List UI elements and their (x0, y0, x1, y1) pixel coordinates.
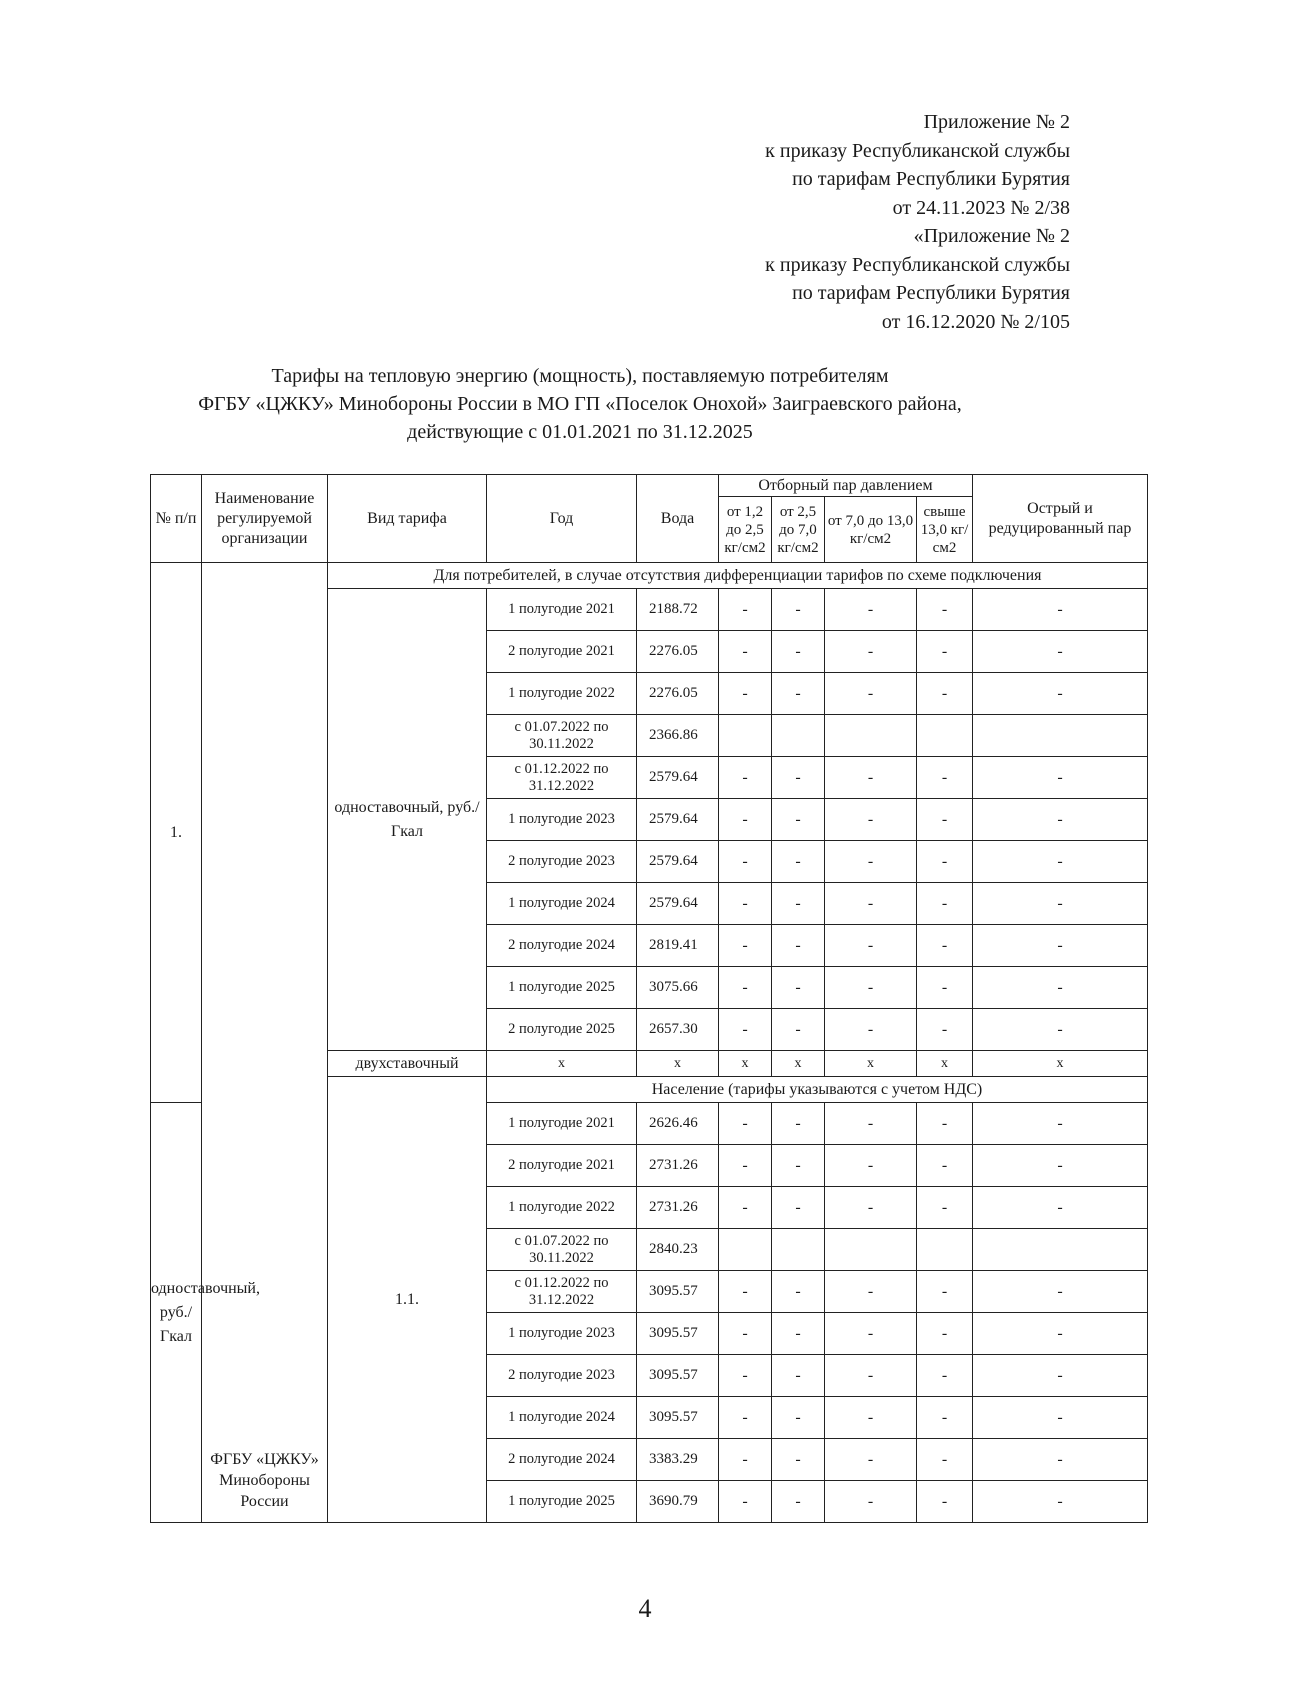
steam-4-value: - (917, 1103, 973, 1145)
steam-1-value: - (719, 1313, 772, 1355)
period-cell: 1 полугодие 2022 (487, 1187, 637, 1229)
period-cell: 1 полугодие 2021 (487, 1103, 637, 1145)
water-value: 2276.05 (637, 673, 719, 715)
sharp-steam-value: - (973, 1009, 1148, 1051)
water-value: 2840.23 (637, 1229, 719, 1271)
steam-2-value: - (772, 1439, 825, 1481)
water-value: 2188.72 (637, 589, 719, 631)
period-cell: 1 полугодие 2024 (487, 883, 637, 925)
steam-4-value: - (917, 1355, 973, 1397)
period-cell: 1 полугодие 2025 (487, 1481, 637, 1523)
sharp-steam-value: - (973, 1355, 1148, 1397)
steam-1-value: - (719, 1009, 772, 1051)
water-value: 3075.66 (637, 967, 719, 1009)
steam-1-value: x (719, 1051, 772, 1077)
water-value: 2579.64 (637, 841, 719, 883)
sharp-steam-value: - (973, 841, 1148, 883)
period-cell: 1 полугодие 2025 (487, 967, 637, 1009)
steam-3-value (825, 1229, 917, 1271)
steam-4-value: - (917, 1481, 973, 1523)
steam-4-value: - (917, 673, 973, 715)
steam-2-value: - (772, 589, 825, 631)
steam-2-value: - (772, 1145, 825, 1187)
header-steam-1: от 1,2 до 2,5 кг/см2 (719, 497, 772, 563)
steam-2-value: - (772, 1009, 825, 1051)
period-cell: 2 полугодие 2023 (487, 841, 637, 883)
steam-4-value: - (917, 757, 973, 799)
table-row (151, 563, 1148, 589)
water-value: 3095.57 (637, 1397, 719, 1439)
steam-2-value: - (772, 1397, 825, 1439)
period-cell: с 01.07.2022 по 30.11.2022 (487, 715, 637, 757)
water-value: 2626.46 (637, 1103, 719, 1145)
steam-1-value: - (719, 841, 772, 883)
sharp-steam-value: - (973, 757, 1148, 799)
header-num: № п/п (151, 475, 202, 563)
water-value: 2276.05 (637, 631, 719, 673)
steam-2-value (772, 715, 825, 757)
page-number: 4 (638, 1594, 652, 1623)
header-org: Наименование регулируемой организации (202, 475, 328, 563)
steam-1-value: - (719, 925, 772, 967)
steam-4-value: x (917, 1051, 973, 1077)
header-sharp-steam: Острый и редуцированный пар (973, 475, 1148, 563)
steam-1-value: - (719, 673, 772, 715)
steam-4-value: - (917, 925, 973, 967)
steam-3-value: - (825, 631, 917, 673)
sharp-steam-value: - (973, 1313, 1148, 1355)
steam-2-value: - (772, 1481, 825, 1523)
water-value: x (637, 1051, 719, 1077)
tariff-type-one-rate: одноставочный, руб./Гкал (328, 589, 487, 1051)
period-cell: 2 полугодие 2021 (487, 1145, 637, 1187)
steam-3-value (825, 715, 917, 757)
steam-1-value (719, 1229, 772, 1271)
approval-block (765, 108, 1070, 336)
steam-1-value: - (719, 1355, 772, 1397)
sharp-steam-value: - (973, 1397, 1148, 1439)
sharp-steam-value: - (973, 1481, 1148, 1523)
document-title (150, 362, 1010, 446)
steam-1-value: - (719, 631, 772, 673)
water-value: 2366.86 (637, 715, 719, 757)
approval-line: к приказу Республиканской службы (765, 139, 1070, 162)
water-value: 2819.41 (637, 925, 719, 967)
period-cell: с 01.12.2022 по 31.12.2022 (487, 757, 637, 799)
approval-line: от 24.11.2023 № 2/38 (892, 196, 1070, 219)
period-cell: 2 полугодие 2021 (487, 631, 637, 673)
sharp-steam-value: - (973, 631, 1148, 673)
steam-3-value: - (825, 1355, 917, 1397)
steam-1-value: - (719, 1103, 772, 1145)
period-cell: с 01.07.2022 по 30.11.2022 (487, 1229, 637, 1271)
title-line: ФГБУ «ЦЖКУ» Минобороны России в МО ГП «Поселок Онохой» Заиграевского района, (198, 393, 962, 415)
sharp-steam-value: - (973, 883, 1148, 925)
steam-4-value: - (917, 883, 973, 925)
header-steam-group: Отборный пар давлением (719, 475, 973, 497)
water-value: 3095.57 (637, 1355, 719, 1397)
sharp-steam-value: - (973, 589, 1148, 631)
sharp-steam-value: - (973, 1187, 1148, 1229)
period-cell: 2 полугодие 2024 (487, 925, 637, 967)
title-line: действующие с 01.01.2021 по 31.12.2025 (407, 421, 753, 443)
steam-2-value: - (772, 1103, 825, 1145)
steam-3-value: - (825, 1187, 917, 1229)
water-value: 3095.57 (637, 1313, 719, 1355)
water-value: 2579.64 (637, 883, 719, 925)
header-steam-2: от 2,5 до 7,0 кг/см2 (772, 497, 825, 563)
approval-line: к приказу Республиканской службы (765, 253, 1070, 276)
steam-3-value: - (825, 1439, 917, 1481)
header-tariff-type: Вид тарифа (328, 475, 487, 563)
steam-3-value: - (825, 1397, 917, 1439)
steam-1-value: - (719, 799, 772, 841)
period-cell: x (487, 1051, 637, 1077)
steam-4-value: - (917, 631, 973, 673)
steam-4-value: - (917, 589, 973, 631)
water-value: 3095.57 (637, 1271, 719, 1313)
water-value: 2579.64 (637, 799, 719, 841)
steam-3-value: - (825, 925, 917, 967)
sharp-steam-value: - (973, 1271, 1148, 1313)
steam-3-value: - (825, 589, 917, 631)
tariff-type-two-rate: двухставочный (328, 1051, 487, 1077)
period-cell: с 01.12.2022 по 31.12.2022 (487, 1271, 637, 1313)
header-steam-3: от 7,0 до 13,0 кг/см2 (825, 497, 917, 563)
steam-2-value: - (772, 1271, 825, 1313)
steam-2-value (772, 1229, 825, 1271)
steam-3-value: - (825, 757, 917, 799)
steam-2-value: - (772, 757, 825, 799)
sharp-steam-value: x (973, 1051, 1148, 1077)
tariff-type-one-rate: одноставочный, руб./Гкал (151, 1103, 202, 1523)
sharp-steam-value (973, 1229, 1148, 1271)
steam-1-value: - (719, 1439, 772, 1481)
steam-4-value: - (917, 1187, 973, 1229)
sharp-steam-value: - (973, 925, 1148, 967)
water-value: 2657.30 (637, 1009, 719, 1051)
steam-3-value: - (825, 1103, 917, 1145)
steam-1-value (719, 715, 772, 757)
sharp-steam-value: - (973, 967, 1148, 1009)
section-subheader: Население (тарифы указываются с учетом НДС) (487, 1077, 1148, 1103)
sharp-steam-value: - (973, 1439, 1148, 1481)
period-cell: 1 полугодие 2023 (487, 799, 637, 841)
period-cell: 2 полугодие 2023 (487, 1355, 637, 1397)
steam-3-value: - (825, 1009, 917, 1051)
steam-1-value: - (719, 967, 772, 1009)
steam-2-value: - (772, 1187, 825, 1229)
approval-line: Приложение № 2 (923, 111, 1070, 133)
row-number: 1.1. (328, 1077, 487, 1523)
steam-2-value: - (772, 1313, 825, 1355)
steam-1-value: - (719, 757, 772, 799)
period-cell: 1 полугодие 2022 (487, 673, 637, 715)
sharp-steam-value: - (973, 673, 1148, 715)
steam-2-value: - (772, 631, 825, 673)
water-value: 3383.29 (637, 1439, 719, 1481)
steam-3-value: - (825, 1313, 917, 1355)
approval-line: от 16.12.2020 № 2/105 (881, 310, 1070, 333)
steam-3-value: - (825, 673, 917, 715)
period-cell: 2 полугодие 2024 (487, 1439, 637, 1481)
water-value: 2731.26 (637, 1187, 719, 1229)
tariff-table (150, 474, 1148, 1523)
steam-1-value: - (719, 1481, 772, 1523)
steam-1-value: - (719, 1145, 772, 1187)
steam-2-value: - (772, 799, 825, 841)
steam-4-value: - (917, 1271, 973, 1313)
steam-3-value: - (825, 1271, 917, 1313)
steam-4-value: - (917, 1145, 973, 1187)
steam-4-value (917, 715, 973, 757)
steam-2-value: - (772, 1355, 825, 1397)
steam-4-value: - (917, 1009, 973, 1051)
steam-2-value: - (772, 841, 825, 883)
steam-3-value: - (825, 841, 917, 883)
steam-4-value: - (917, 967, 973, 1009)
approval-line: «Приложение № 2 (913, 225, 1070, 247)
sharp-steam-value: - (973, 799, 1148, 841)
steam-3-value: - (825, 1481, 917, 1523)
steam-4-value: - (917, 1397, 973, 1439)
steam-2-value: - (772, 925, 825, 967)
section-subheader: Для потребителей, в случае отсутствия дифференциации тарифов по схеме подключения (328, 563, 1148, 589)
steam-2-value: x (772, 1051, 825, 1077)
sharp-steam-value (973, 715, 1148, 757)
row-number: 1. (151, 563, 202, 1103)
period-cell: 1 полугодие 2024 (487, 1397, 637, 1439)
period-cell: 1 полугодие 2023 (487, 1313, 637, 1355)
steam-4-value: - (917, 1439, 973, 1481)
header-year: Год (487, 475, 637, 563)
steam-1-value: - (719, 883, 772, 925)
org-name: ФГБУ «ЦЖКУ» Минобороны России (202, 563, 328, 1523)
steam-2-value: - (772, 883, 825, 925)
sharp-steam-value: - (973, 1103, 1148, 1145)
steam-1-value: - (719, 1187, 772, 1229)
water-value: 2731.26 (637, 1145, 719, 1187)
steam-2-value: - (772, 673, 825, 715)
period-cell: 1 полугодие 2021 (487, 589, 637, 631)
period-cell: 2 полугодие 2025 (487, 1009, 637, 1051)
approval-line: по тарифам Республики Бурятия (792, 168, 1070, 190)
steam-4-value: - (917, 841, 973, 883)
water-value: 2579.64 (637, 757, 719, 799)
steam-1-value: - (719, 1397, 772, 1439)
steam-1-value: - (719, 1271, 772, 1313)
steam-3-value: - (825, 883, 917, 925)
steam-4-value: - (917, 1313, 973, 1355)
title-line: Тарифы на тепловую энергию (мощность), поставляемую потребителям (271, 365, 889, 387)
steam-1-value: - (719, 589, 772, 631)
steam-3-value: - (825, 799, 917, 841)
header-water: Вода (637, 475, 719, 563)
steam-4-value (917, 1229, 973, 1271)
steam-3-value: - (825, 1145, 917, 1187)
header-steam-4: свыше 13,0 кг/см2 (917, 497, 973, 563)
water-value: 3690.79 (637, 1481, 719, 1523)
steam-3-value: - (825, 967, 917, 1009)
steam-3-value: x (825, 1051, 917, 1077)
steam-2-value: - (772, 967, 825, 1009)
sharp-steam-value: - (973, 1145, 1148, 1187)
steam-4-value: - (917, 799, 973, 841)
approval-line: по тарифам Республики Бурятия (792, 282, 1070, 304)
